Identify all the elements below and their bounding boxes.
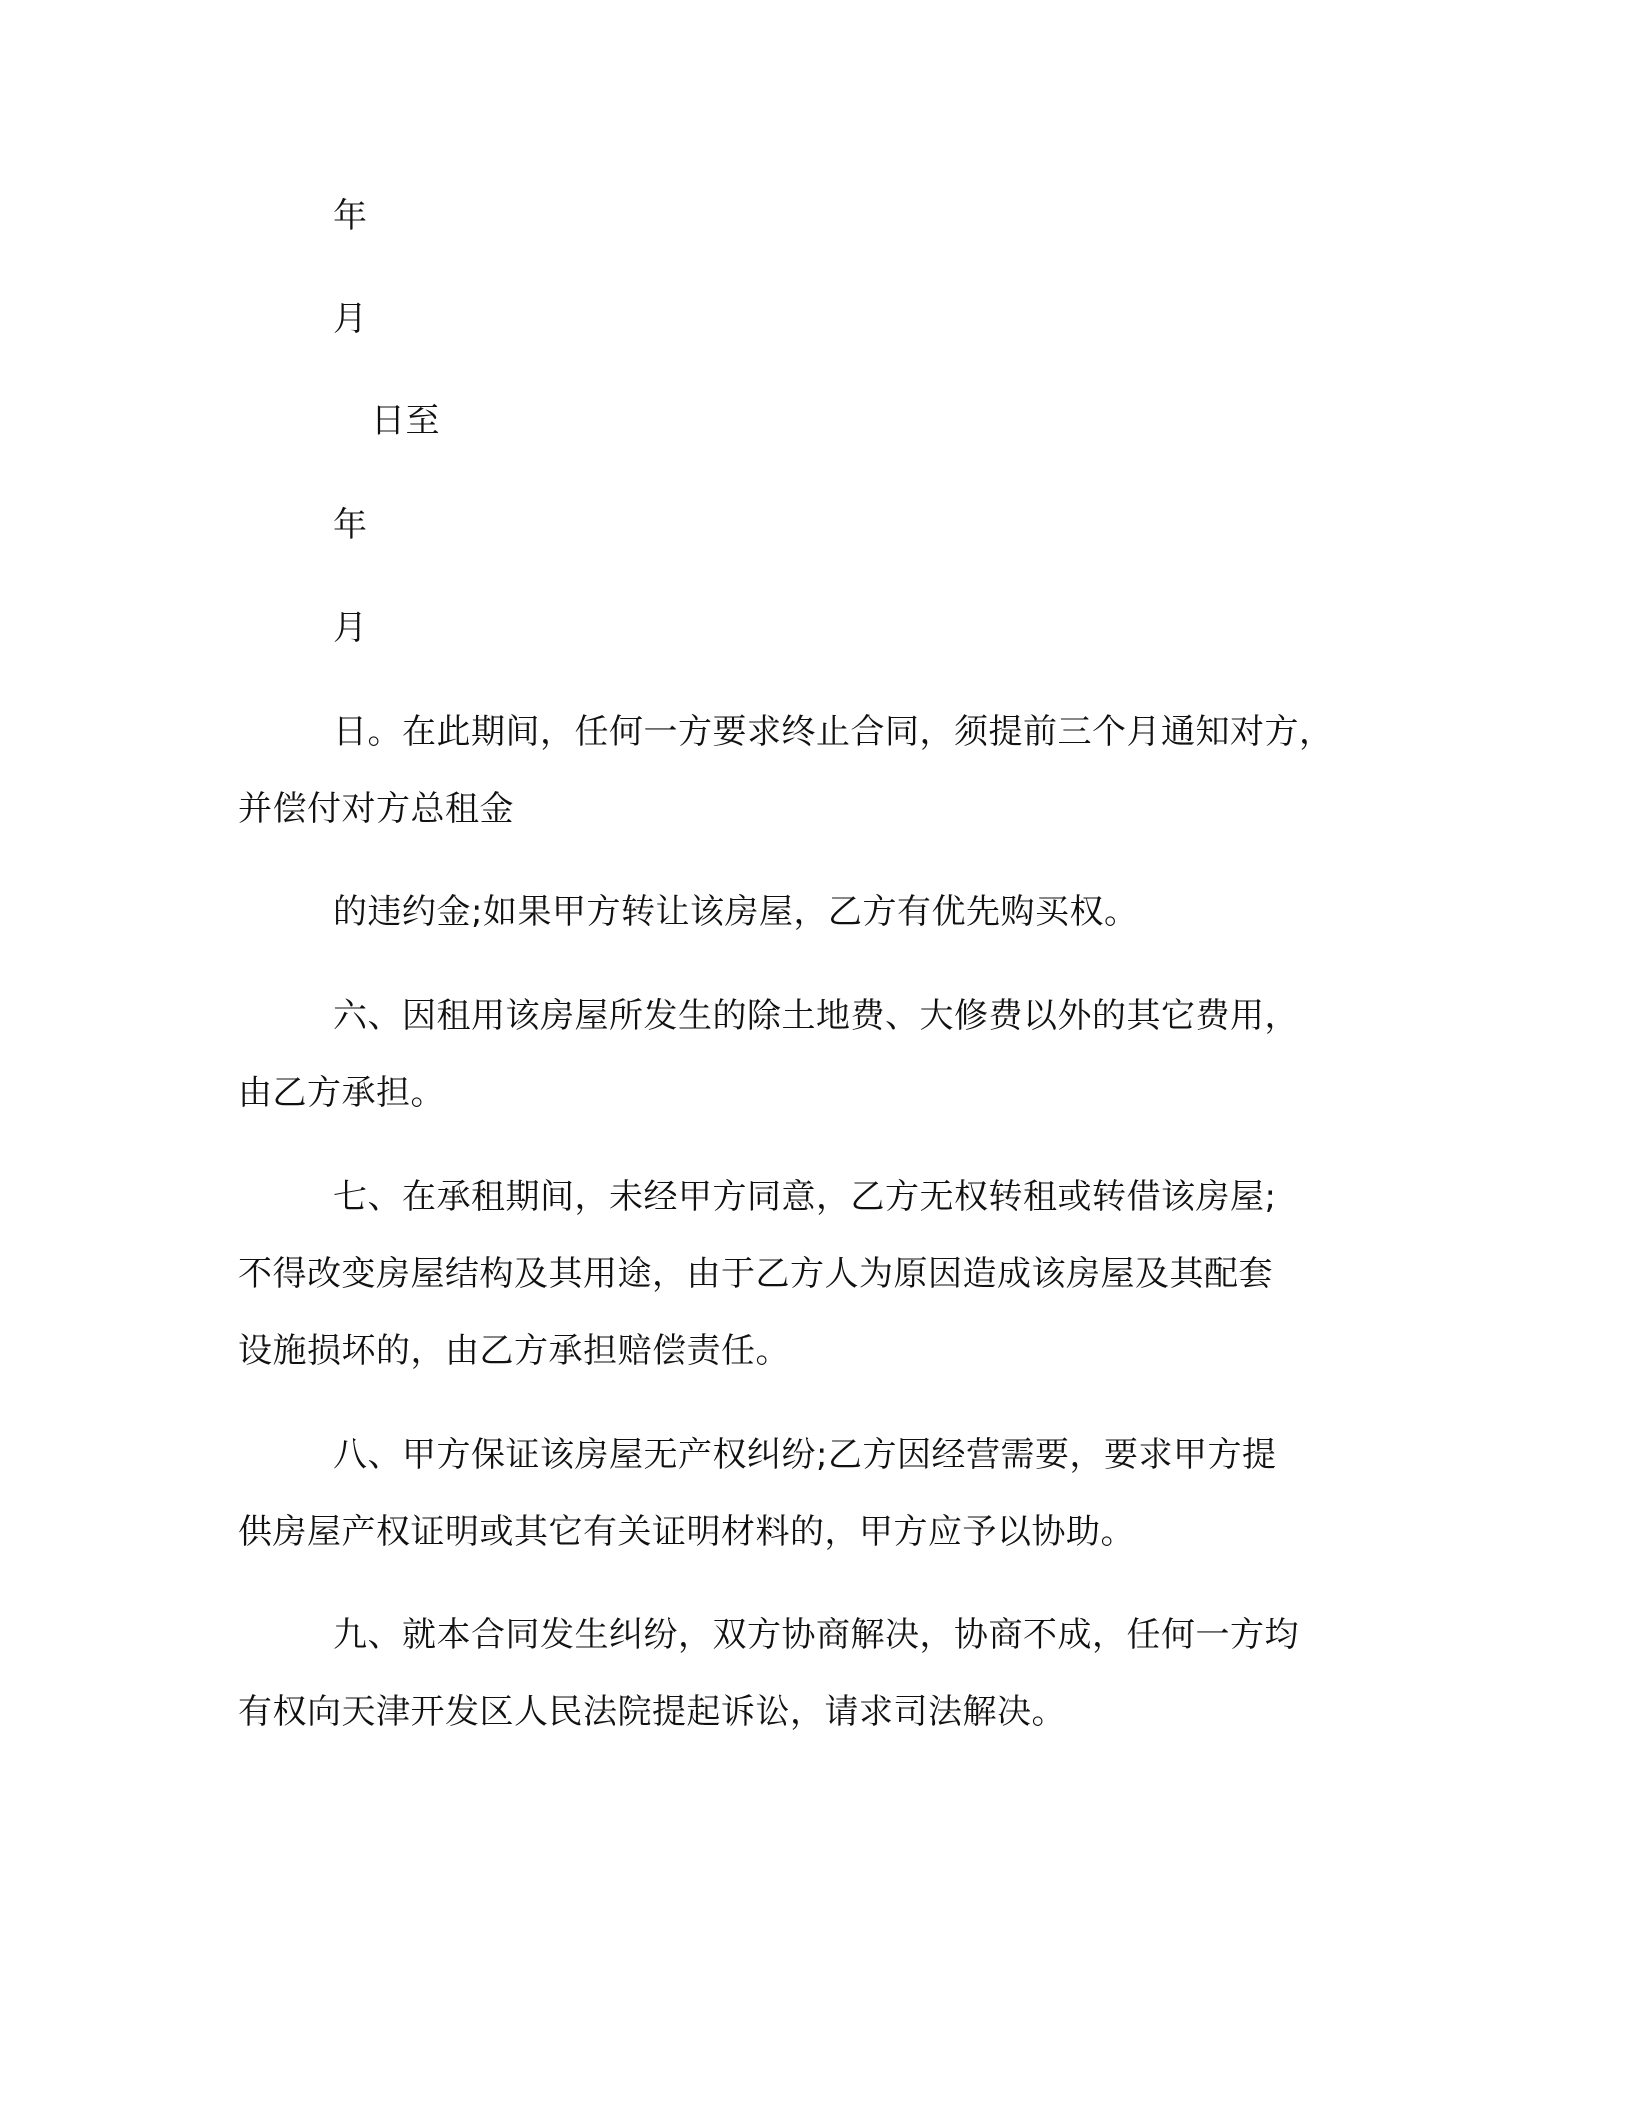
- text-line: 由乙方承担。: [238, 1073, 445, 1113]
- text-line: 日至: [371, 401, 440, 441]
- text-line: 月: [333, 608, 368, 648]
- text-line: 月: [333, 299, 368, 339]
- text-line: 六、因租用该房屋所发生的除土地费、大修费以外的其它费用，: [333, 996, 1299, 1036]
- text-line: 九、就本合同发生纠纷，双方协商解决，协商不成，任何一方均: [333, 1615, 1299, 1655]
- text-line: 供房屋产权证明或其它有关证明材料的，甲方应予以协助。: [238, 1512, 1135, 1552]
- text-line: 有权向天津开发区人民法院提起诉讼，请求司法解决。: [238, 1692, 1066, 1732]
- text-line: 八、甲方保证该房屋无产权纠纷;乙方因经营需要，要求甲方提: [333, 1435, 1277, 1475]
- text-line: 不得改变房屋结构及其用途，由于乙方人为原因造成该房屋及其配套: [238, 1254, 1273, 1294]
- text-line: 七、在承租期间，未经甲方同意，乙方无权转租或转借该房屋;: [333, 1177, 1277, 1217]
- text-line: 的违约金;如果甲方转让该房屋，乙方有优先购买权。: [333, 892, 1139, 932]
- text-line: 年: [333, 196, 368, 236]
- text-line: 并偿付对方总租金: [238, 789, 514, 829]
- text-line: 设施损坏的，由乙方承担赔偿责任。: [238, 1331, 790, 1371]
- text-line: 年: [333, 505, 368, 545]
- text-line: 日。在此期间，任何一方要求终止合同，须提前三个月通知对方，: [333, 712, 1334, 752]
